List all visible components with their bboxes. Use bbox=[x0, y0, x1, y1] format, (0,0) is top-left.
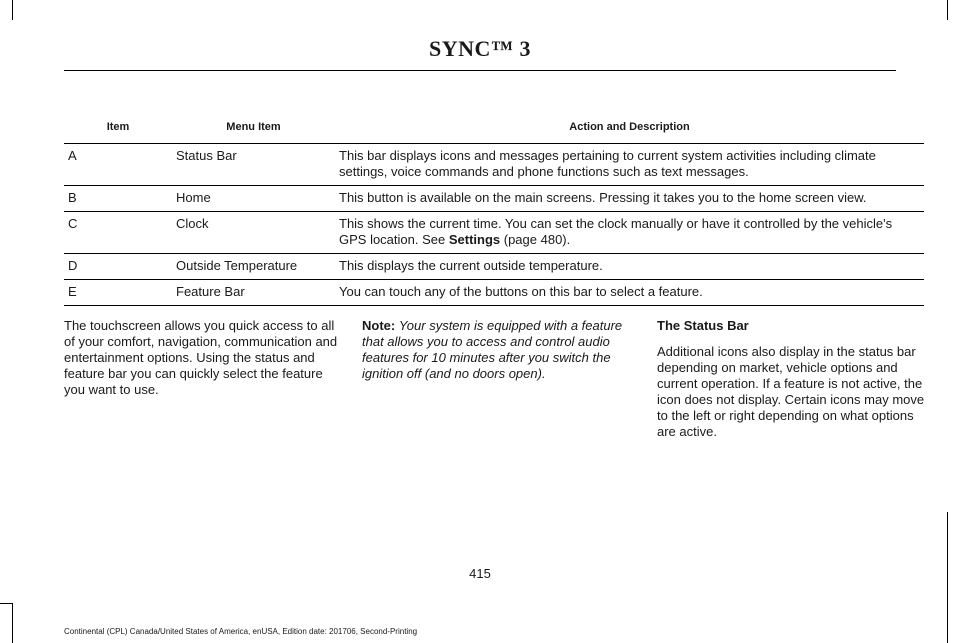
page-title: SYNC™ 3 bbox=[429, 36, 531, 61]
menu-items-table bbox=[64, 113, 924, 306]
table-row bbox=[64, 144, 924, 186]
table-row bbox=[64, 280, 924, 306]
header-rule bbox=[64, 70, 896, 71]
body-column-1 bbox=[64, 318, 338, 408]
note-paragraph bbox=[362, 318, 634, 382]
page-number: 415 bbox=[469, 566, 491, 581]
body-column-2 bbox=[362, 318, 634, 392]
table-row bbox=[64, 186, 924, 212]
row-item: B bbox=[64, 186, 172, 212]
row-item: E bbox=[64, 280, 172, 306]
table-row bbox=[64, 254, 924, 280]
row-description bbox=[335, 254, 924, 280]
row-item: D bbox=[64, 254, 172, 280]
crop-mark-bottom-left-h bbox=[0, 603, 13, 604]
row-menu-item: Clock bbox=[172, 212, 335, 254]
status-bar-heading: The Status Bar bbox=[657, 318, 749, 333]
row-menu-item: Outside Temperature bbox=[172, 254, 335, 280]
row-menu-item: Status Bar bbox=[172, 144, 335, 186]
footer-edition: Continental (CPL) Canada/United States of America, enUSA, Edition date: 201706, Second-Printing bbox=[64, 627, 418, 636]
row-description bbox=[335, 212, 924, 254]
body-column-3 bbox=[657, 318, 927, 450]
row-item: A bbox=[64, 144, 172, 186]
table-row bbox=[64, 212, 924, 254]
header-menu-item: Menu Item bbox=[172, 113, 335, 144]
crop-mark-top-right bbox=[947, 0, 948, 20]
header-action-description: Action and Description bbox=[335, 113, 924, 144]
crop-mark-bottom-left-v bbox=[12, 603, 13, 643]
row-description-text: This shows the current time. You can set the clock manually or have it controlled by the vehicle's GPS location. See bbox=[339, 216, 893, 247]
row-description-text: This button is available on the main screens. Pressing it takes you to the home screen view. bbox=[339, 190, 867, 205]
row-description bbox=[335, 280, 924, 306]
row-description-text: You can touch any of the buttons on this bar to select a feature. bbox=[339, 284, 703, 299]
intro-paragraph: The touchscreen allows you quick access to all of your comfort, navigation, communication and entertainment options. Using the status and feature bar you can quickly select the feature you want to use. bbox=[64, 318, 338, 397]
status-bar-paragraph: Additional icons also display in the status bar depending on market, vehicle options and current operation. If a feature is not active, the icon does not display. Certain icons may move to the left or right depending on what options are active. bbox=[657, 344, 925, 439]
row-description-text: This displays the current outside temperature. bbox=[339, 258, 603, 273]
table-header-row bbox=[64, 113, 924, 144]
row-menu-item: Feature Bar bbox=[172, 280, 335, 306]
header-item: Item bbox=[64, 113, 172, 144]
note-label: Note: bbox=[362, 318, 396, 333]
settings-link[interactable]: Settings bbox=[448, 232, 501, 247]
page-reference: (page 480). bbox=[500, 232, 571, 247]
row-description bbox=[335, 144, 924, 186]
row-item: C bbox=[64, 212, 172, 254]
row-description bbox=[335, 186, 924, 212]
row-menu-item: Home bbox=[172, 186, 335, 212]
row-description-text: This bar displays icons and messages pertaining to current system activities including climate settings, voice commands and phone functions such as text messages. bbox=[339, 148, 876, 179]
note-text: Your system is equipped with a feature that allows you to access and control audio features for 10 minutes after you switch the ignition off (and no doors open). bbox=[362, 318, 623, 381]
crop-mark-top-left bbox=[12, 0, 13, 20]
